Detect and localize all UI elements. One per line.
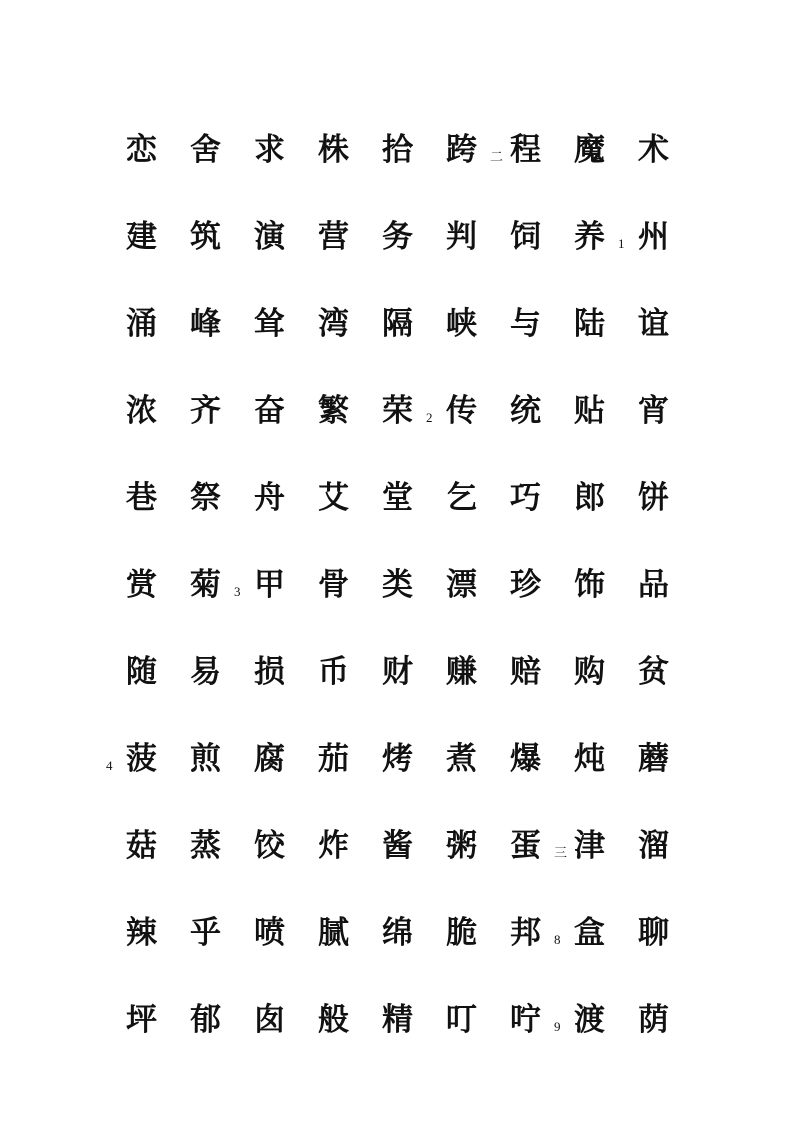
character-row — [106, 646, 686, 733]
character-row — [106, 124, 686, 211]
chinese-character: 津 — [574, 828, 605, 864]
chinese-character: 辣 — [126, 915, 157, 951]
character-cell — [426, 298, 490, 356]
character-cell — [234, 733, 298, 791]
chinese-character: 隔 — [382, 306, 413, 342]
character-cell — [106, 559, 170, 617]
character-cell — [490, 211, 554, 269]
character-cell — [106, 733, 170, 791]
chinese-character: 舟 — [254, 480, 285, 516]
chinese-character: 恋 — [126, 132, 157, 168]
chinese-character: 坪 — [126, 1002, 157, 1038]
character-cell — [426, 211, 490, 269]
chinese-character: 统 — [510, 393, 541, 429]
chinese-character: 饺 — [254, 828, 285, 864]
chinese-character: 喷 — [254, 915, 285, 951]
character-cell — [106, 646, 170, 704]
chinese-character: 咛 — [510, 1002, 541, 1038]
character-cell — [234, 994, 298, 1052]
character-row — [106, 820, 686, 907]
character-cell — [362, 472, 426, 530]
chinese-character: 煮 — [446, 741, 477, 777]
character-cell — [490, 646, 554, 704]
chinese-character: 绵 — [382, 915, 413, 951]
character-cell — [426, 733, 490, 791]
chinese-character: 蘑 — [638, 741, 669, 777]
chinese-character: 随 — [126, 654, 157, 690]
chinese-character: 邦 — [510, 915, 541, 951]
character-cell — [362, 907, 426, 965]
chinese-character: 浓 — [126, 393, 157, 429]
character-cell — [554, 385, 618, 443]
chinese-character: 财 — [382, 654, 413, 690]
character-cell — [234, 472, 298, 530]
chinese-character: 务 — [382, 219, 413, 255]
chinese-character: 郁 — [190, 1002, 221, 1038]
character-cell — [426, 820, 490, 878]
section-marker: 9 — [554, 1019, 561, 1034]
chinese-character: 巧 — [510, 480, 541, 516]
chinese-character: 菇 — [126, 828, 157, 864]
character-cell — [618, 211, 682, 269]
chinese-character: 饰 — [574, 567, 605, 603]
character-cell — [298, 907, 362, 965]
chinese-character: 菊 — [190, 567, 221, 603]
chinese-character: 宵 — [638, 393, 669, 429]
chinese-character: 品 — [638, 567, 669, 603]
character-cell — [298, 994, 362, 1052]
chinese-character: 养 — [574, 219, 605, 255]
character-cell — [298, 559, 362, 617]
character-cell — [490, 559, 554, 617]
section-marker: 三 — [554, 845, 568, 860]
character-grid — [106, 124, 686, 1081]
chinese-character: 荫 — [638, 1002, 669, 1038]
character-row — [106, 472, 686, 559]
chinese-character: 煎 — [190, 741, 221, 777]
chinese-character: 渡 — [574, 1002, 605, 1038]
character-cell — [106, 211, 170, 269]
chinese-character: 炖 — [574, 741, 605, 777]
chinese-character: 叮 — [446, 1002, 477, 1038]
character-cell — [618, 646, 682, 704]
character-cell — [490, 733, 554, 791]
character-cell — [106, 124, 170, 182]
character-cell — [170, 907, 234, 965]
character-cell — [362, 733, 426, 791]
chinese-character: 骨 — [318, 567, 349, 603]
chinese-character: 酱 — [382, 828, 413, 864]
character-cell — [554, 472, 618, 530]
character-cell — [426, 907, 490, 965]
character-cell — [554, 559, 618, 617]
character-cell — [362, 211, 426, 269]
chinese-character: 奋 — [254, 393, 285, 429]
chinese-character: 株 — [318, 132, 349, 168]
character-cell — [170, 820, 234, 878]
character-row — [106, 211, 686, 298]
character-cell — [298, 646, 362, 704]
chinese-character: 耸 — [254, 306, 285, 342]
character-cell — [362, 820, 426, 878]
character-cell — [298, 733, 362, 791]
character-cell — [298, 124, 362, 182]
character-cell — [554, 820, 618, 878]
chinese-character: 齐 — [190, 393, 221, 429]
character-cell — [426, 124, 490, 182]
chinese-character: 峰 — [190, 306, 221, 342]
chinese-character: 赔 — [510, 654, 541, 690]
character-cell — [618, 994, 682, 1052]
chinese-character: 与 — [510, 306, 541, 342]
chinese-character: 饲 — [510, 219, 541, 255]
character-cell — [554, 733, 618, 791]
chinese-character: 程 — [510, 132, 541, 168]
character-cell — [170, 124, 234, 182]
character-cell — [234, 211, 298, 269]
chinese-character: 精 — [382, 1002, 413, 1038]
character-cell — [490, 298, 554, 356]
character-cell — [426, 472, 490, 530]
character-cell — [106, 472, 170, 530]
chinese-character: 郎 — [574, 480, 605, 516]
character-cell — [490, 994, 554, 1052]
character-cell — [490, 472, 554, 530]
character-cell — [170, 994, 234, 1052]
character-cell — [106, 820, 170, 878]
chinese-character: 囱 — [254, 1002, 285, 1038]
character-cell — [170, 559, 234, 617]
chinese-character: 粥 — [446, 828, 477, 864]
section-marker: 1 — [618, 236, 625, 251]
character-cell — [234, 646, 298, 704]
character-cell — [298, 385, 362, 443]
chinese-character: 湾 — [318, 306, 349, 342]
chinese-character: 蒸 — [190, 828, 221, 864]
chinese-character: 陆 — [574, 306, 605, 342]
chinese-character: 爆 — [510, 741, 541, 777]
character-cell — [618, 124, 682, 182]
chinese-character: 建 — [126, 219, 157, 255]
chinese-character: 筑 — [190, 219, 221, 255]
character-cell — [234, 385, 298, 443]
chinese-character: 州 — [638, 219, 669, 255]
chinese-character: 饼 — [638, 480, 669, 516]
character-cell — [234, 298, 298, 356]
section-marker: 3 — [234, 584, 241, 599]
character-cell — [490, 124, 554, 182]
character-cell — [490, 385, 554, 443]
section-marker: 4 — [106, 758, 113, 773]
character-cell — [170, 472, 234, 530]
section-marker: 2 — [426, 410, 433, 425]
character-row — [106, 385, 686, 472]
chinese-character: 漂 — [446, 567, 477, 603]
chinese-character: 涌 — [126, 306, 157, 342]
chinese-character: 跨 — [446, 132, 477, 168]
character-cell — [362, 646, 426, 704]
character-cell — [426, 646, 490, 704]
chinese-character: 菠 — [126, 741, 157, 777]
chinese-character: 盒 — [574, 915, 605, 951]
character-cell — [298, 472, 362, 530]
chinese-character: 求 — [254, 132, 285, 168]
character-cell — [426, 994, 490, 1052]
chinese-character: 溜 — [638, 828, 669, 864]
character-cell — [362, 124, 426, 182]
character-cell — [234, 907, 298, 965]
chinese-character: 乞 — [446, 480, 477, 516]
character-cell — [618, 472, 682, 530]
chinese-character: 购 — [574, 654, 605, 690]
chinese-character: 蛋 — [510, 828, 541, 864]
character-row — [106, 559, 686, 646]
character-cell — [618, 733, 682, 791]
character-row — [106, 994, 686, 1081]
character-cell — [554, 298, 618, 356]
character-cell — [426, 559, 490, 617]
chinese-character: 巷 — [126, 480, 157, 516]
chinese-character: 腐 — [254, 741, 285, 777]
character-cell — [618, 298, 682, 356]
chinese-character: 传 — [446, 393, 477, 429]
character-cell — [618, 385, 682, 443]
chinese-character: 烤 — [382, 741, 413, 777]
chinese-character: 乎 — [190, 915, 221, 951]
chinese-character: 荣 — [382, 393, 413, 429]
character-cell — [554, 994, 618, 1052]
chinese-character: 演 — [254, 219, 285, 255]
character-row — [106, 907, 686, 994]
chinese-character: 易 — [190, 654, 221, 690]
chinese-character: 损 — [254, 654, 285, 690]
character-cell — [362, 559, 426, 617]
character-cell — [106, 994, 170, 1052]
character-cell — [298, 211, 362, 269]
character-cell — [234, 124, 298, 182]
character-cell — [362, 385, 426, 443]
character-cell — [618, 820, 682, 878]
character-cell — [490, 907, 554, 965]
section-marker: 二 — [490, 149, 504, 164]
character-cell — [362, 298, 426, 356]
section-marker: 8 — [554, 932, 561, 947]
character-cell — [106, 385, 170, 443]
chinese-character: 赏 — [126, 567, 157, 603]
chinese-character: 脆 — [446, 915, 477, 951]
character-cell — [554, 646, 618, 704]
character-cell — [170, 298, 234, 356]
character-cell — [490, 820, 554, 878]
character-cell — [234, 820, 298, 878]
character-cell — [554, 211, 618, 269]
chinese-character: 谊 — [638, 306, 669, 342]
chinese-character: 贴 — [574, 393, 605, 429]
character-cell — [106, 907, 170, 965]
character-cell — [618, 907, 682, 965]
character-row — [106, 298, 686, 385]
chinese-character: 聊 — [638, 915, 669, 951]
character-cell — [170, 733, 234, 791]
chinese-character: 茄 — [318, 741, 349, 777]
character-cell — [618, 559, 682, 617]
chinese-character: 拾 — [382, 132, 413, 168]
chinese-character: 炸 — [318, 828, 349, 864]
character-cell — [298, 820, 362, 878]
character-cell — [170, 646, 234, 704]
character-cell — [234, 559, 298, 617]
chinese-character: 术 — [638, 132, 669, 168]
character-cell — [106, 298, 170, 356]
chinese-character: 营 — [318, 219, 349, 255]
character-cell — [426, 385, 490, 443]
chinese-character: 艾 — [318, 480, 349, 516]
chinese-character: 珍 — [510, 567, 541, 603]
chinese-character: 般 — [318, 1002, 349, 1038]
chinese-character: 赚 — [446, 654, 477, 690]
chinese-character: 峡 — [446, 306, 477, 342]
character-cell — [362, 994, 426, 1052]
chinese-character: 魔 — [574, 132, 605, 168]
character-cell — [554, 124, 618, 182]
chinese-character: 堂 — [382, 480, 413, 516]
chinese-character: 甲 — [254, 567, 285, 603]
character-cell — [170, 385, 234, 443]
chinese-character: 判 — [446, 219, 477, 255]
character-cell — [554, 907, 618, 965]
character-row — [106, 733, 686, 820]
chinese-character: 币 — [318, 654, 349, 690]
chinese-character: 类 — [382, 567, 413, 603]
chinese-character: 腻 — [318, 915, 349, 951]
character-cell — [170, 211, 234, 269]
chinese-character: 祭 — [190, 480, 221, 516]
character-cell — [298, 298, 362, 356]
chinese-character: 贫 — [638, 654, 669, 690]
chinese-character: 舍 — [190, 132, 221, 168]
chinese-character: 繁 — [318, 393, 349, 429]
